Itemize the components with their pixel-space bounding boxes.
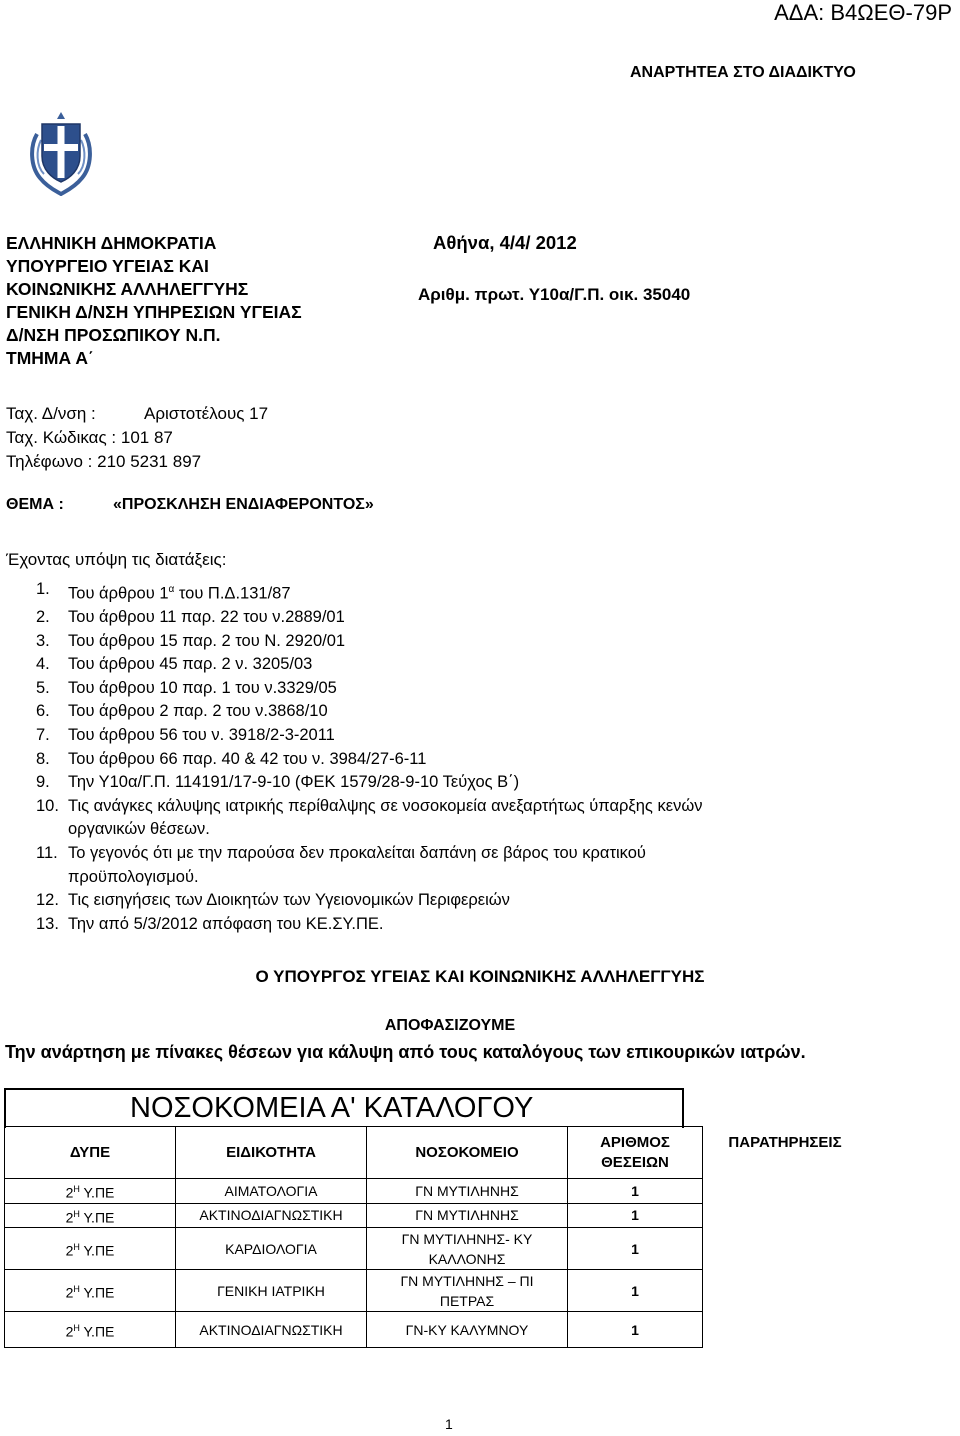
hospital-positions-table bbox=[4, 1126, 867, 1348]
item-number: 8. bbox=[36, 749, 50, 768]
list-item bbox=[0, 842, 900, 889]
cell-hospital: ΓΝ ΜΥΤΙΛΗΝΗΣ- ΚΥ ΚΑΛΛΟΝΗΣ bbox=[367, 1228, 568, 1270]
item-number: 6. bbox=[36, 702, 50, 721]
cell-hospital: ΓΝ ΜΥΤΙΛΗΝΗΣ – ΠΙ ΠΕΤΡΑΣ bbox=[367, 1270, 568, 1312]
header-specialty: ΕΙΔΙΚΟΤΗΤΑ bbox=[176, 1127, 367, 1179]
table-header-row bbox=[5, 1127, 868, 1179]
list-item bbox=[0, 630, 900, 654]
table-banner bbox=[4, 1088, 684, 1128]
cell-dype: $2^H$ Υ.ΠΕ bbox=[5, 1203, 176, 1228]
item-text: Του άρθρου 45 παρ. 2 ν. 3205/03 bbox=[68, 655, 313, 674]
contact-address-block bbox=[6, 402, 268, 474]
item-text: Του άρθρου 10 παρ. 1 του ν.3329/05 bbox=[68, 678, 337, 697]
subject-line bbox=[6, 496, 374, 514]
cell-hospital: ΓΝ ΜΥΤΙΛΗΝΗΣ bbox=[367, 1203, 568, 1228]
table-row bbox=[5, 1270, 868, 1312]
provisions-list bbox=[0, 578, 900, 936]
cell-hospital: ΓΝ ΜΥΤΙΛΗΝΗΣ bbox=[367, 1179, 568, 1204]
cell-notes bbox=[703, 1270, 868, 1312]
item-text: Του άρθρου 15 παρ. 2 του Ν. 2920/01 bbox=[68, 631, 346, 650]
cell-notes bbox=[703, 1179, 868, 1204]
hospital-positions-table-section bbox=[4, 1088, 904, 1340]
header-notes: ΠΑΡΑΤΗΡΗΣΕΙΣ bbox=[703, 1127, 868, 1179]
item-number: 12. bbox=[36, 891, 59, 910]
item-text: Την από 5/3/2012 απόφαση του ΚΕ.ΣΥ.ΠΕ. bbox=[68, 914, 384, 933]
zip-row bbox=[6, 426, 268, 450]
cell-notes bbox=[703, 1203, 868, 1228]
item-text: Τις εισηγήσεις των Διοικητών των Υγειονομικών Περιφερειών bbox=[68, 891, 510, 910]
document-date: Αθήνα, 4/4/ 2012 bbox=[433, 232, 577, 253]
table-row bbox=[5, 1203, 868, 1228]
item-number: 11. bbox=[36, 844, 58, 863]
posting-statement: Την ανάρτηση με πίνακες θέσεων για κάλυψη από τους καταλόγους των επικουρικών ιατρών. bbox=[5, 1042, 806, 1062]
minister-heading: Ο ΥΠΟΥΡΓΟΣ ΥΓΕΙΑΣ ΚΑΙ ΚΟΙΝΩΝΙΚΗΣ ΑΛΛΗΛΕΓΓΥΗΣ bbox=[255, 967, 705, 986]
item-number: 2. bbox=[36, 608, 50, 627]
item-text: Του άρθρου 56 του ν. 3918/2-3-2011 bbox=[68, 726, 335, 745]
subject-title: «ΠΡΟΣΚΛΗΣΗ ΕΝΔΙΑΦΕΡΟΝΤΟΣ» bbox=[113, 496, 374, 513]
street-row bbox=[6, 402, 268, 426]
item-text: Τις ανάγκες κάλυψης ιατρικής περίθαλψης σε νοσοκομεία ανεξαρτήτως ύπαρξης κενών bbox=[68, 796, 703, 815]
table-row bbox=[5, 1179, 868, 1204]
sender-line: Δ/ΝΣΗ ΠΡΟΣΩΠΙΚΟΥ Ν.Π. bbox=[6, 325, 221, 345]
list-item bbox=[0, 748, 900, 772]
item-number: 4. bbox=[36, 655, 50, 674]
item-text: Την Υ10α/Γ.Π. 114191/17-9-10 (ΦΕΚ 1579/28-9-10 Τεύχος Β΄) bbox=[68, 773, 520, 792]
item-text: Του άρθρου 66 παρ. 40 & 42 του ν. 3984/27-6-11 bbox=[68, 749, 427, 768]
cell-positions: 1 bbox=[568, 1203, 703, 1228]
table-banner-title: ΝΟΣΟΚΟΜΕΙΑ Α' ΚΑΤΑΛΟΓΟΥ bbox=[130, 1092, 534, 1124]
phone-row bbox=[6, 450, 268, 474]
cell-notes bbox=[703, 1312, 868, 1348]
list-item bbox=[0, 724, 900, 748]
item-number: 7. bbox=[36, 726, 50, 745]
cell-hospital: ΓΝ-ΚΥ ΚΑΛΥΜΝΟΥ bbox=[367, 1312, 568, 1348]
posted-online-notice: ΑΝΑΡΤΗΤΕΑ ΣΤΟ ΔΙΑΔΙΚΤΥΟ bbox=[630, 64, 856, 81]
sender-line: ΓΕΝΙΚΗ Δ/ΝΣΗ ΥΠΗΡΕΣΙΩΝ ΥΓΕΙΑΣ bbox=[6, 302, 302, 322]
sender-line: ΥΠΟΥΡΓΕΙΟ ΥΓΕΙΑΣ ΚΑΙ bbox=[6, 256, 209, 276]
cell-specialty: ΑΚΤΙΝΟΔΙΑΓΝΩΣΤΙΚΗ bbox=[176, 1312, 367, 1348]
item-text: Του άρθρου $1^\alpha$ του Π.Δ.131/87 bbox=[68, 584, 291, 603]
item-number: 1. bbox=[36, 580, 50, 598]
item-number: 10. bbox=[36, 796, 59, 815]
item-number: 13. bbox=[36, 914, 59, 933]
sender-line: ΚΟΙΝΩΝΙΚΗΣ ΑΛΛΗΛΕΓΓΥΗΣ bbox=[6, 279, 249, 299]
cell-specialty: ΓΕΝΙΚΗ ΙΑΤΡΙΚΗ bbox=[176, 1270, 367, 1312]
cell-dype: $2^H$ Υ.ΠΕ bbox=[5, 1312, 176, 1348]
header-dype: ΔΥΠΕ bbox=[5, 1127, 176, 1179]
ada-code: ΑΔΑ: Β4ΩΕΘ-79Ρ bbox=[774, 0, 952, 25]
item-text: Το γεγονός ότι με την παρούσα δεν προκαλείται δαπάνη σε βάρος του κρατικού bbox=[68, 844, 646, 863]
zip-value: 101 87 bbox=[120, 428, 173, 447]
cell-positions: 1 bbox=[568, 1228, 703, 1270]
item-text: Του άρθρου 11 παρ. 22 του ν.2889/01 bbox=[68, 608, 345, 627]
cell-specialty: ΑΙΜΑΤΟΛΟΓΙΑ bbox=[176, 1179, 367, 1204]
list-item bbox=[0, 578, 900, 606]
subject-label: ΘΕΜΑ : bbox=[6, 496, 64, 513]
phone-label: Τηλέφωνο : bbox=[6, 452, 93, 471]
list-item bbox=[0, 700, 900, 724]
header-positions-line2: ΘΕΣΕΙΩΝ bbox=[601, 1153, 669, 1171]
cell-positions: 1 bbox=[568, 1312, 703, 1348]
cell-dype: $2^H$ Υ.ΠΕ bbox=[5, 1228, 176, 1270]
list-item bbox=[0, 677, 900, 701]
zip-label: Ταχ. Κώδικας : bbox=[6, 428, 117, 447]
item-text-continued: οργανικών θέσεων. bbox=[68, 820, 210, 839]
list-item bbox=[0, 795, 900, 842]
issuing-authority-block bbox=[6, 232, 302, 370]
street-label: Ταχ. Δ/νση : bbox=[6, 404, 96, 423]
sender-line: ΤΜΗΜΑ Α΄ bbox=[6, 348, 94, 368]
decision-heading: ΑΠΟΦΑΣΙΖΟΥΜΕ bbox=[384, 1017, 516, 1034]
list-item bbox=[0, 771, 900, 795]
page-number: 1 bbox=[445, 1416, 453, 1432]
street-value: Αριστοτέλους 17 bbox=[144, 404, 269, 423]
header-hospital: ΝΟΣΟΚΟΜΕΙΟ bbox=[367, 1127, 568, 1179]
list-item bbox=[0, 606, 900, 630]
header-positions bbox=[568, 1127, 703, 1179]
item-text: Του άρθρου 2 παρ. 2 του ν.3868/10 bbox=[68, 702, 328, 721]
cell-notes bbox=[703, 1228, 868, 1270]
cell-positions: 1 bbox=[568, 1179, 703, 1204]
cell-specialty: ΚΑΡΔΙΟΛΟΓΙΑ bbox=[176, 1228, 367, 1270]
item-text-continued: προϋπολογισμού. bbox=[68, 867, 199, 886]
cell-dype: $2^H$ Υ.ΠΕ bbox=[5, 1179, 176, 1204]
cell-specialty: ΑΚΤΙΝΟΔΙΑΓΝΩΣΤΙΚΗ bbox=[176, 1203, 367, 1228]
protocol-number: Αριθμ. πρωτ. Υ10α/Γ.Π. οικ. 35040 bbox=[418, 285, 691, 304]
phone-value: 210 5231 897 bbox=[97, 452, 202, 471]
greek-coat-of-arms-emblem bbox=[28, 110, 94, 196]
item-number: 5. bbox=[36, 678, 50, 697]
table-row bbox=[5, 1228, 868, 1270]
sender-line: ΕΛΛΗΝΙΚΗ ΔΗΜΟΚΡΑΤΙΑ bbox=[6, 233, 217, 253]
table-row bbox=[5, 1312, 868, 1348]
list-item bbox=[0, 653, 900, 677]
item-number: 9. bbox=[36, 773, 50, 792]
list-item bbox=[0, 889, 900, 913]
cell-dype: $2^H$ Υ.ΠΕ bbox=[5, 1270, 176, 1312]
header-positions-line1: ΑΡΙΘΜΟΣ bbox=[600, 1133, 670, 1151]
provisions-intro: Έχοντας υπόψη τις διατάξεις: bbox=[6, 550, 227, 569]
list-item bbox=[0, 913, 900, 937]
cell-positions: 1 bbox=[568, 1270, 703, 1312]
item-number: 3. bbox=[36, 631, 50, 650]
